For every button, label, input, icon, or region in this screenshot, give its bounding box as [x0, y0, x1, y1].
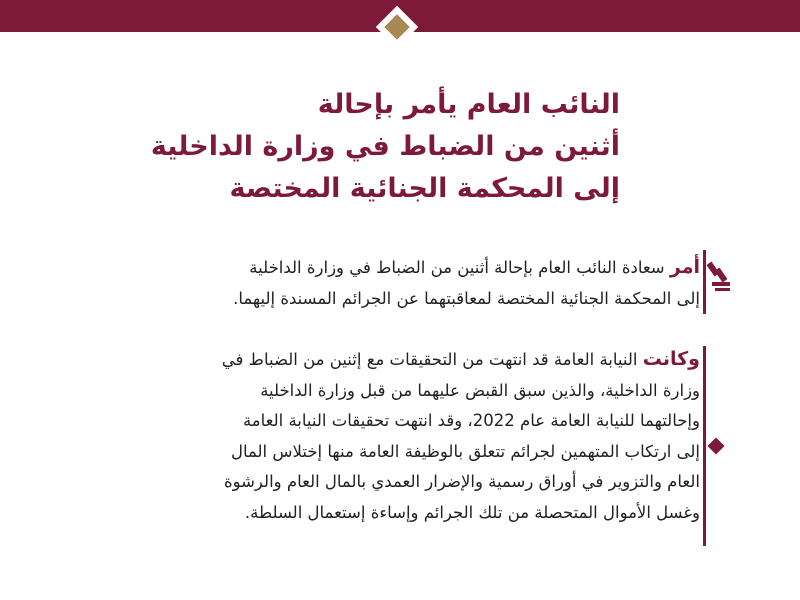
- paragraph-1: [80, 252, 700, 314]
- paragraph-2-text-1: النيابة العامة قد انتهت من التحقيقات مع إثنين من الضباط في: [221, 350, 638, 369]
- headline-line-3: إلى المحكمة الجنائية المختصة: [229, 173, 620, 204]
- gavel-icon: [706, 256, 734, 294]
- paragraph-2-line-4: إلى ارتكاب المتهمين لجرائم تتعلق بالوظيفة العامة منها إختلاس المال: [230, 441, 700, 461]
- headline-line-2: أثنين من الضباط في وزارة الداخلية: [150, 131, 620, 162]
- paragraph-1-text-1: سعادة النائب العام بإحالة أثنين من الضباط في وزارة الداخلية: [249, 258, 665, 277]
- paragraph-2-line-3: وإحالتهما للنيابة العامة عام 2022، وقد انتهت تحقيقات النيابة العامة: [242, 411, 700, 430]
- paragraph-2-line-5: العام والتزوير في أوراق رسمية والإضرار العمدي بالمال العام والرشوة: [223, 472, 700, 491]
- headline: [120, 84, 620, 210]
- diamond-bullet-icon: [708, 438, 725, 455]
- paragraph-1-line-1: [80, 252, 700, 283]
- paragraph-2-line-6: وغسل الأموال المتحصلة من تلك الجرائم وإساءة إستعمال السلطة.: [244, 502, 700, 522]
- paragraph-1-line-2: إلى المحكمة الجنائية المختصة لمعاقبتهما عن الجرائم المسندة إليهما.: [233, 289, 700, 308]
- paragraph-2-line-1: [80, 344, 700, 376]
- paragraph-1-lead: أمر: [669, 256, 700, 278]
- paragraph-2-lead: وكانت: [642, 348, 700, 370]
- paragraph-2-line-2: وزارة الداخلية، والذين سبق القبض عليهما من قبل وزارة الداخلية: [260, 380, 700, 400]
- headline-line-1: النائب العام يأمر بإحالة: [317, 89, 620, 120]
- paragraph-2-rule: [703, 346, 706, 546]
- paragraph-2: [80, 344, 700, 528]
